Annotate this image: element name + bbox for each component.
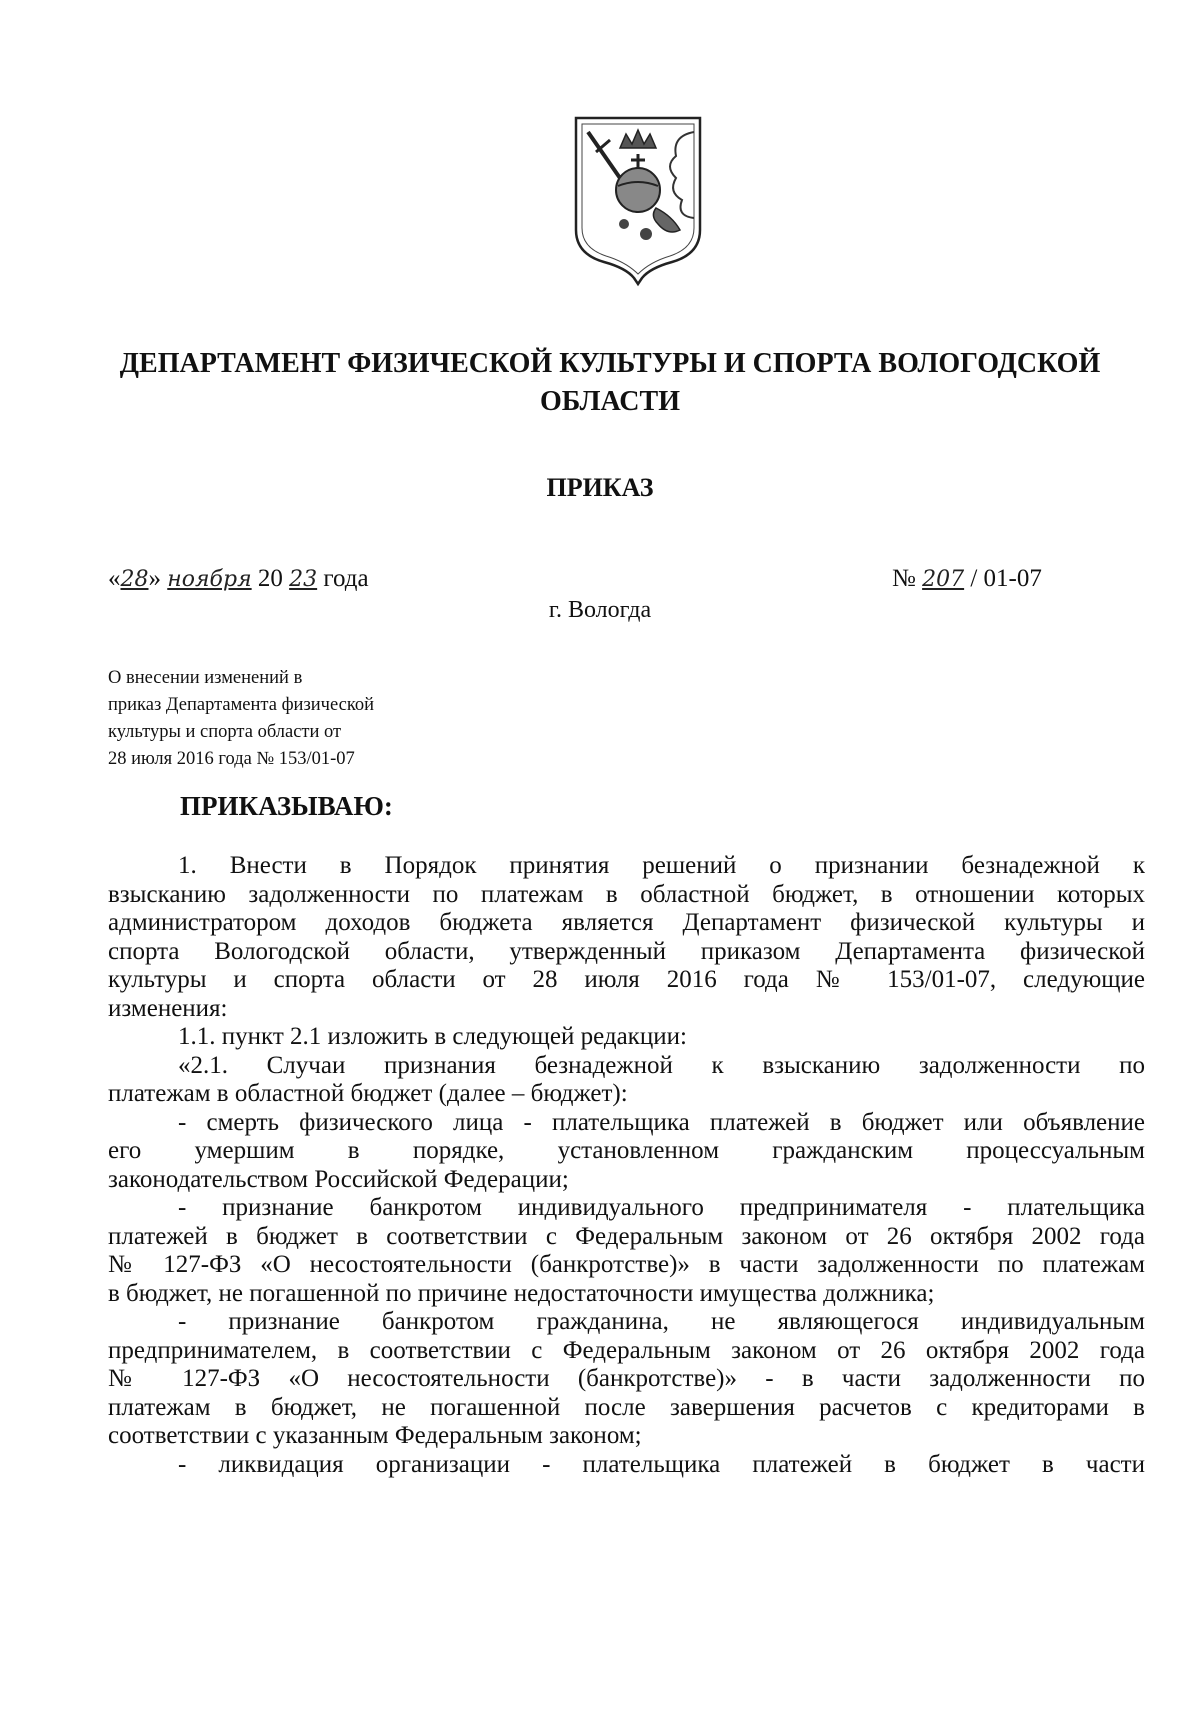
body-line: соответствии с указанным Федеральным законом; <box>108 1422 642 1449</box>
body-line: 1. Внести в Порядок принятия решений о признании безнадежной к <box>178 852 1145 879</box>
number-sign: № <box>892 565 916 592</box>
order-body <box>108 852 1145 1479</box>
number-value-handwritten: 207 <box>922 567 965 592</box>
department-title-line-2: ОБЛАСТИ <box>540 386 680 417</box>
date-month-handwritten: ноября <box>167 567 252 592</box>
order-date <box>108 565 369 593</box>
date-day-handwritten: 28 <box>120 567 149 592</box>
body-line: взысканию задолженности по платежам в областной бюджет, в отношении которых <box>108 880 1145 908</box>
body-line: в бюджет, не погашенной по причине недостаточности имущества должника; <box>108 1279 935 1307</box>
number-suffix: / 01-07 <box>970 565 1042 592</box>
body-line: - признание банкротом индивидуального предпринимателя - плательщика <box>178 1194 1145 1221</box>
document-type: ПРИКАЗ <box>546 473 654 502</box>
body-line: платежам в бюджет, не погашенной после завершения расчетов с кредиторами в <box>108 1393 1145 1421</box>
coat-of-arms-emblem <box>568 112 708 287</box>
body-line: администратором доходов бюджета является Департамент физической культуры и <box>108 909 1145 936</box>
body-line: 1.1. пункт 2.1 изложить в следующей редакции: <box>178 1023 687 1050</box>
order-subject <box>108 665 488 773</box>
date-year-handwritten: 23 <box>289 567 318 592</box>
date-year-word: года <box>323 565 369 592</box>
body-line: «2.1. Случаи признания безнадежной к взысканию задолженности по <box>178 1051 1145 1079</box>
body-line: № 127-ФЗ «О несостоятельности (банкротстве)» - в части задолженности по <box>108 1365 1145 1392</box>
date-year-prefix: 20 <box>257 565 283 592</box>
order-directive: ПРИКАЗЫВАЮ: <box>180 791 393 821</box>
department-title-line-1: ДЕПАРТАМЕНТ ФИЗИЧЕСКОЙ КУЛЬТУРЫ И СПОРТА ВОЛОГОДСКОЙ <box>119 348 1101 379</box>
subject-line: О внесении изменений в <box>108 668 303 688</box>
subject-line: 28 июля 2016 года № 153/01-07 <box>108 749 355 769</box>
date-close-quote: » <box>148 565 161 592</box>
subject-line: культуры и спорта области от <box>108 722 342 742</box>
body-line: - ликвидация организации - плательщика платежей в бюджет в части <box>178 1450 1145 1478</box>
body-line: предпринимателем, в соответствии с Федеральным законом от 26 октября 2002 года <box>108 1336 1145 1364</box>
body-line: спорта Вологодской области, утвержденный приказом Департамента физической <box>108 937 1145 965</box>
body-line: № 127-ФЗ «О несостоятельности (банкротстве)» в части задолженности по платежам <box>108 1251 1145 1278</box>
date-open-quote: « <box>108 565 121 592</box>
body-line: платежей в бюджет в соответствии с Федеральным законом от 26 октября 2002 года <box>108 1222 1145 1250</box>
city: г. Вологда <box>548 597 652 623</box>
body-line: его умершим в порядке, установленном гражданским процессуальным <box>108 1137 1145 1164</box>
body-line: законодательством Российской Федерации; <box>108 1165 569 1193</box>
body-line: - признание банкротом гражданина, не являющегося индивидуальным <box>178 1308 1145 1335</box>
body-line: - смерть физического лица - плательщика платежей в бюджет или объявление <box>178 1108 1145 1136</box>
body-line: культуры и спорта области от 28 июля 2016 года № 153/01-07, следующие <box>108 966 1145 993</box>
body-line: платежам в областной бюджет (далее – бюджет): <box>108 1080 628 1107</box>
subject-line: приказ Департамента физической <box>108 695 375 715</box>
order-number <box>892 565 1042 593</box>
body-line: изменения: <box>108 994 228 1022</box>
department-title <box>110 345 1110 421</box>
